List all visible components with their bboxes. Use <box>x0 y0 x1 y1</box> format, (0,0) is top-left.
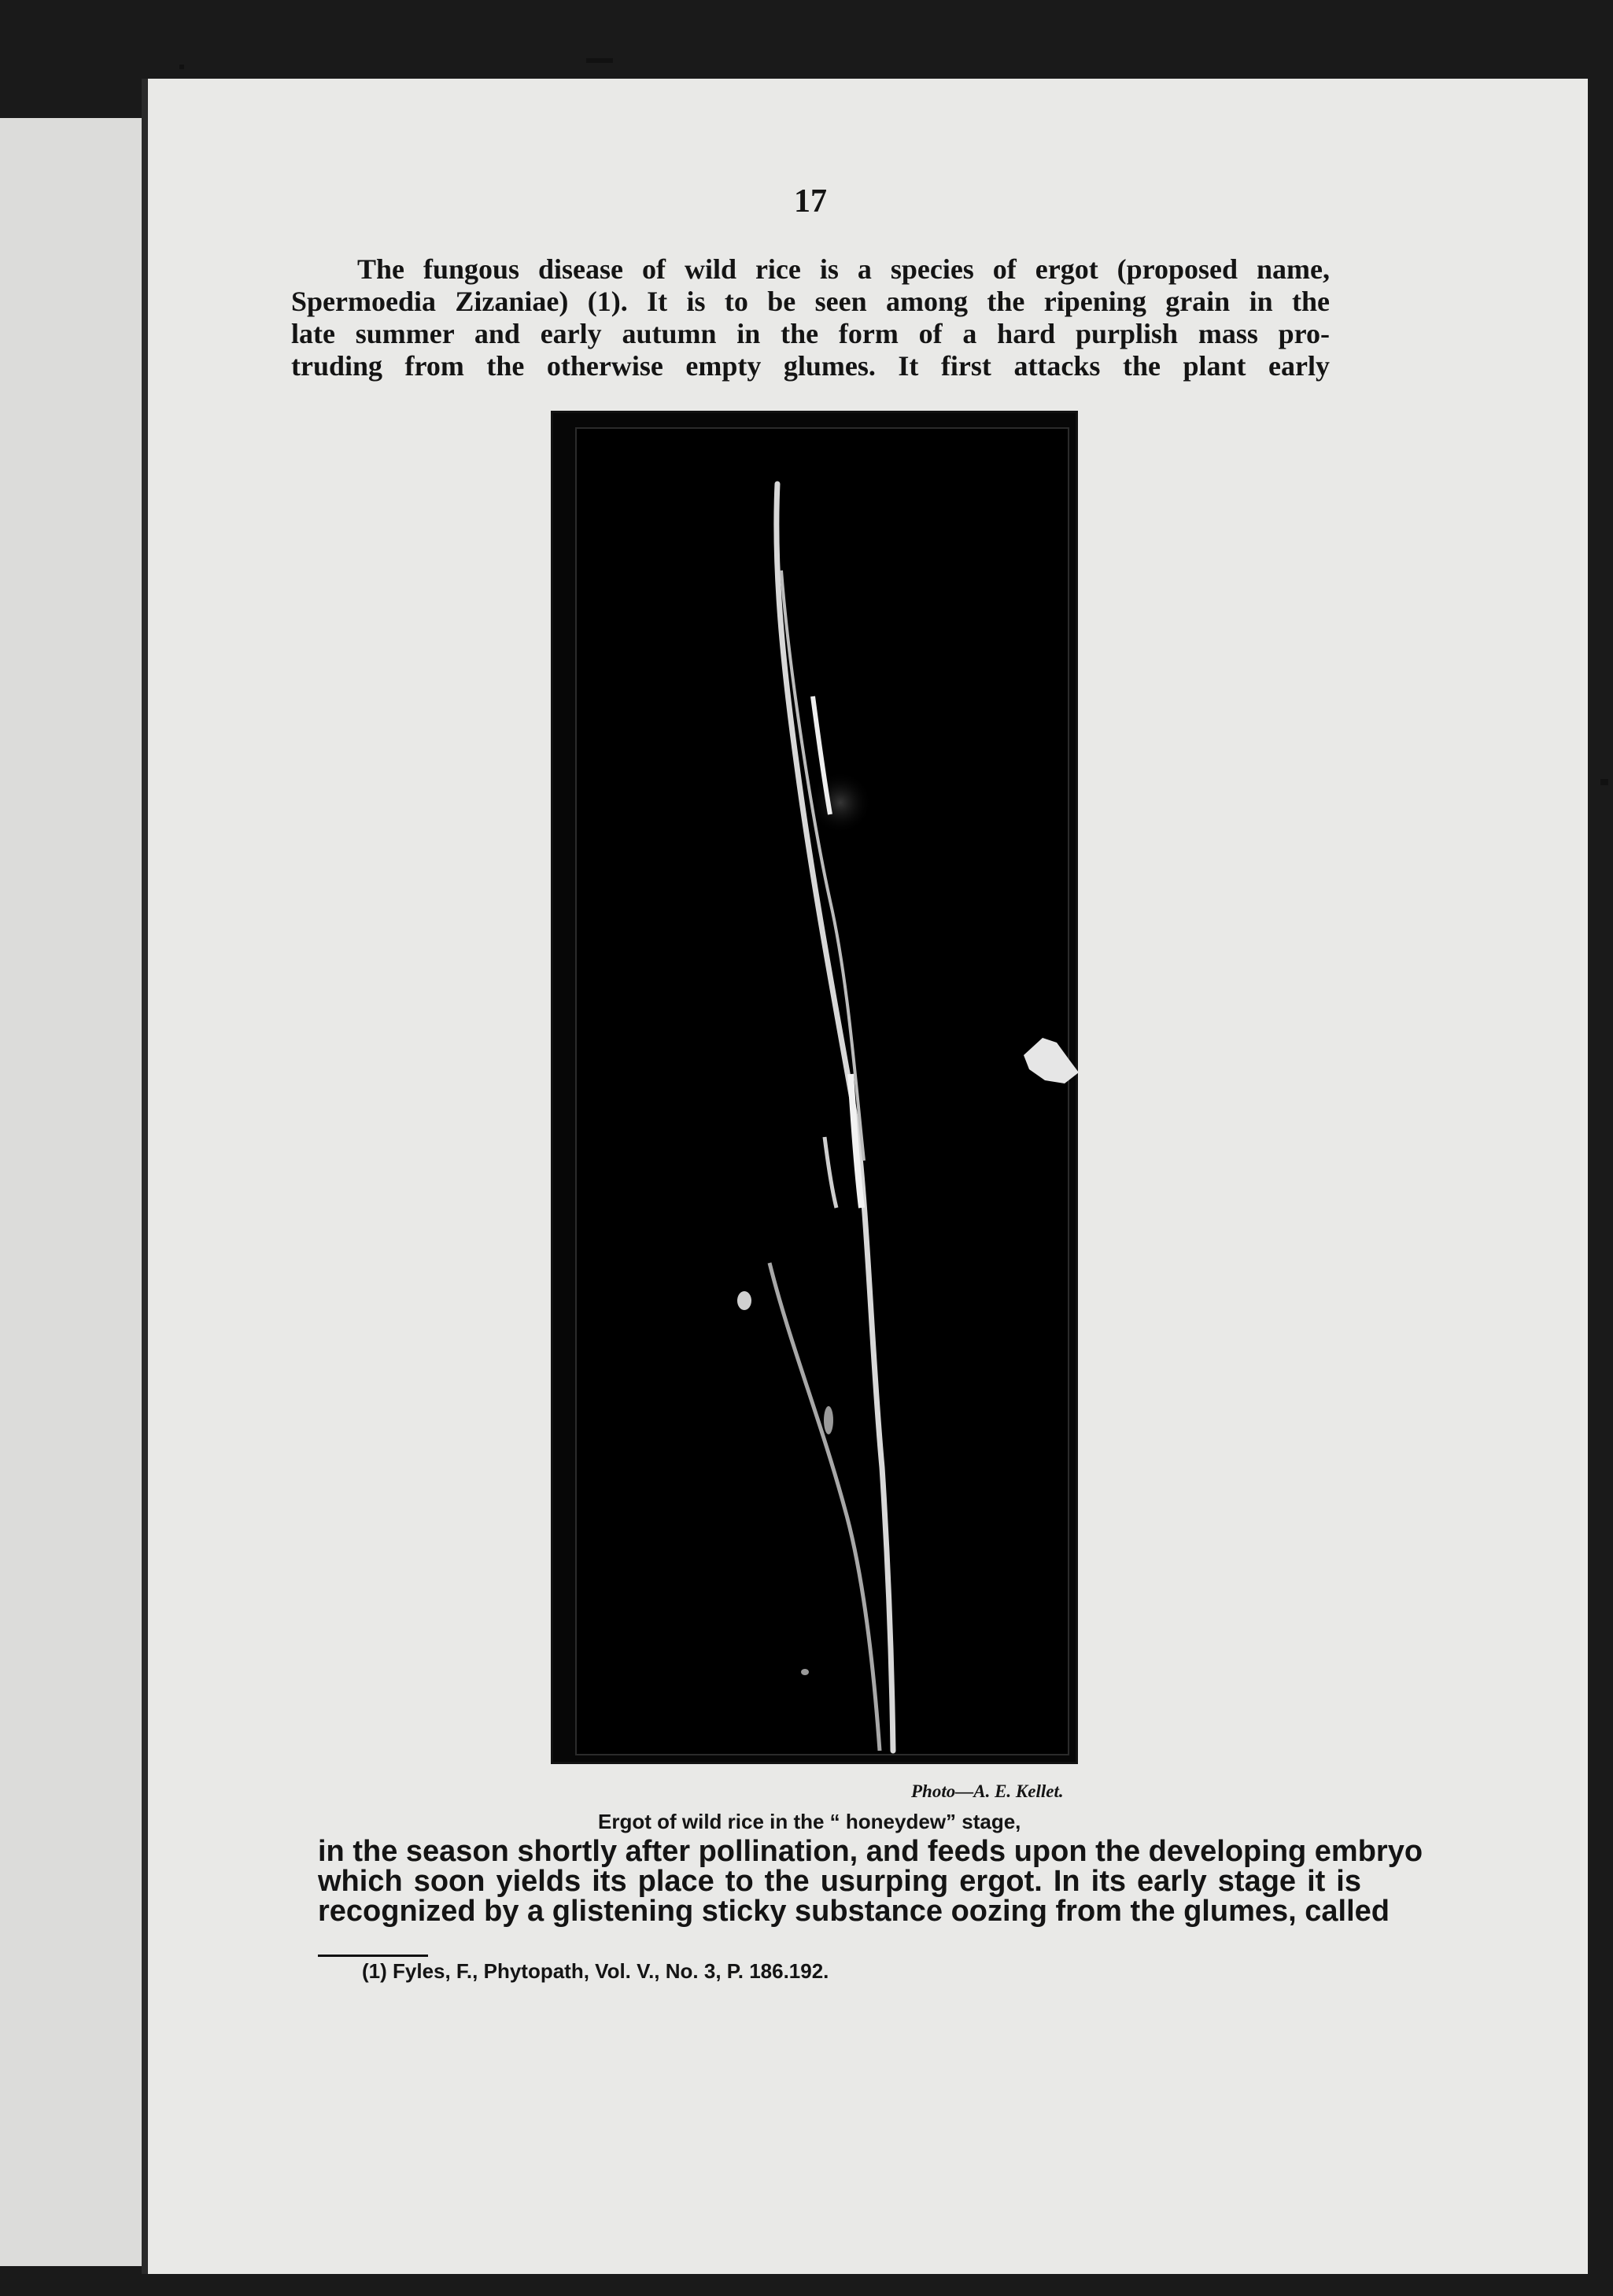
page-number: 17 <box>794 183 827 220</box>
intro-line-3: late summer and early autumn in the form of a hard purplish mass pro- <box>291 318 1330 349</box>
continuation-paragraph <box>318 1835 1423 1928</box>
footnote-rule <box>318 1955 428 1957</box>
adjacent-page-edge <box>0 118 143 2266</box>
continuation-line-3: recognized by a glistening sticky substance oozing from the glumes, called <box>318 1895 1390 1928</box>
scan-speck <box>1600 779 1608 785</box>
intro-line-2: Spermoedia Zizaniae) (1). It is to be seen among the ripening grain in the <box>291 286 1330 317</box>
scan-speck <box>586 58 613 63</box>
glume-fragment <box>1024 1038 1079 1083</box>
ergot-photograph <box>551 411 1078 1764</box>
continuation-line-2: which soon yields its place to the usurping ergot. In its early stage it is <box>318 1865 1361 1898</box>
footnote: (1) Fyles, F., Phytopath, Vol. V., No. 3, P. 186.192. <box>362 1959 829 1983</box>
continuation-line-1: in the season shortly after pollination, and feeds upon the developing embryo <box>318 1835 1423 1868</box>
intro-line-1: The fungous disease of wild rice is a species of ergot (proposed name, <box>357 253 1330 285</box>
intro-line-4: truding from the otherwise empty glumes. It first attacks the plant early <box>291 350 1330 382</box>
scan-speck <box>179 65 184 69</box>
intro-paragraph <box>291 253 1330 382</box>
figure-caption: Ergot of wild rice in the “ honeydew” stage, <box>598 1810 1021 1833</box>
wild-rice-stalk-illustration <box>553 413 1080 1766</box>
photo-credit: Photo—A. E. Kellet. <box>911 1781 1064 1801</box>
